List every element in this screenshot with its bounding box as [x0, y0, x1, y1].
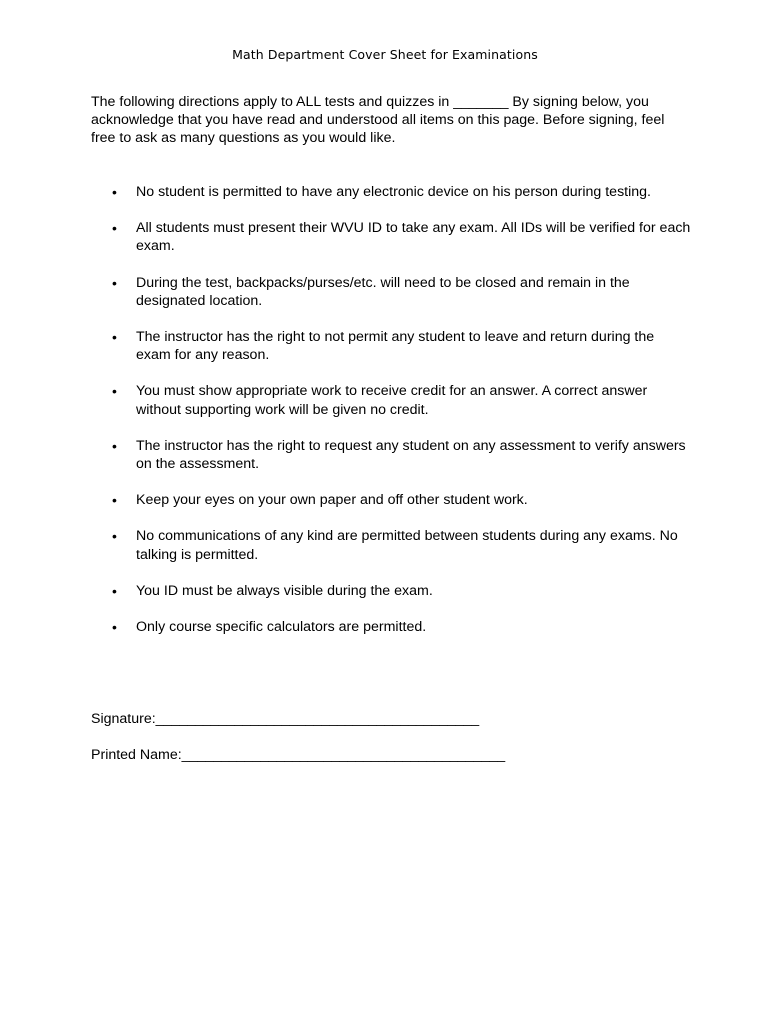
signature-line: Signature:_________________________________________ [91, 711, 480, 727]
rule-text: Keep your eyes on your own paper and off other student work. [136, 492, 528, 509]
rule-text: No student is permitted to have any electronic device on his person during testing. [136, 184, 651, 200]
list-item [91, 328, 691, 364]
rule-text: The instructor has the right to request any student on any assessment to verify answers on the assessment. [136, 437, 686, 473]
list-item [91, 582, 691, 600]
bullet-icon: • [112, 437, 117, 454]
bullet-icon: • [112, 619, 117, 636]
list-item [91, 491, 691, 509]
list-item [91, 437, 691, 473]
rule-text: You must show appropriate work to receive credit for an answer. A correct answer without supporting work will be given no credit. [136, 383, 648, 418]
list-item [91, 183, 691, 201]
bullet-icon: • [112, 492, 117, 509]
list-item [91, 527, 691, 563]
list-item [91, 382, 691, 418]
rules-list [91, 183, 691, 654]
rule-text: Only course specific calculators are permitted. [136, 619, 427, 636]
list-item [91, 274, 691, 310]
rule-text: You ID must be always visible during the exam. [136, 582, 433, 599]
bullet-icon: • [112, 329, 117, 346]
page-title: Math Department Cover Sheet for Examinations [232, 47, 538, 62]
rule-text: During the test, backpacks/purses/etc. will need to be closed and remain in the designated location. [136, 274, 630, 309]
rule-text: All students must present their WVU ID to take any exam. All IDs will be verified for each exam. [136, 220, 691, 255]
bullet-icon: • [112, 274, 117, 291]
bullet-icon: • [112, 582, 117, 599]
intro-paragraph: The following directions apply to ALL tests and quizzes in _______ By signing below, you acknowledge that you have read and understood all items on this page. Before signing, feel free to ask as many questions as you would like. [91, 94, 665, 147]
list-item [91, 618, 691, 636]
rule-text: The instructor has the right to not permit any student to leave and return during the exam for any reason. [136, 329, 655, 364]
list-item [91, 219, 691, 255]
bullet-icon: • [112, 528, 117, 545]
bullet-icon: • [112, 220, 117, 237]
bullet-icon: • [112, 184, 117, 200]
printed-name-line: Printed Name:_________________________________________ [91, 747, 506, 763]
bullet-icon: • [112, 383, 117, 400]
rule-text: No communications of any kind are permitted between students during any exams. No talking is permitted. [136, 528, 678, 563]
